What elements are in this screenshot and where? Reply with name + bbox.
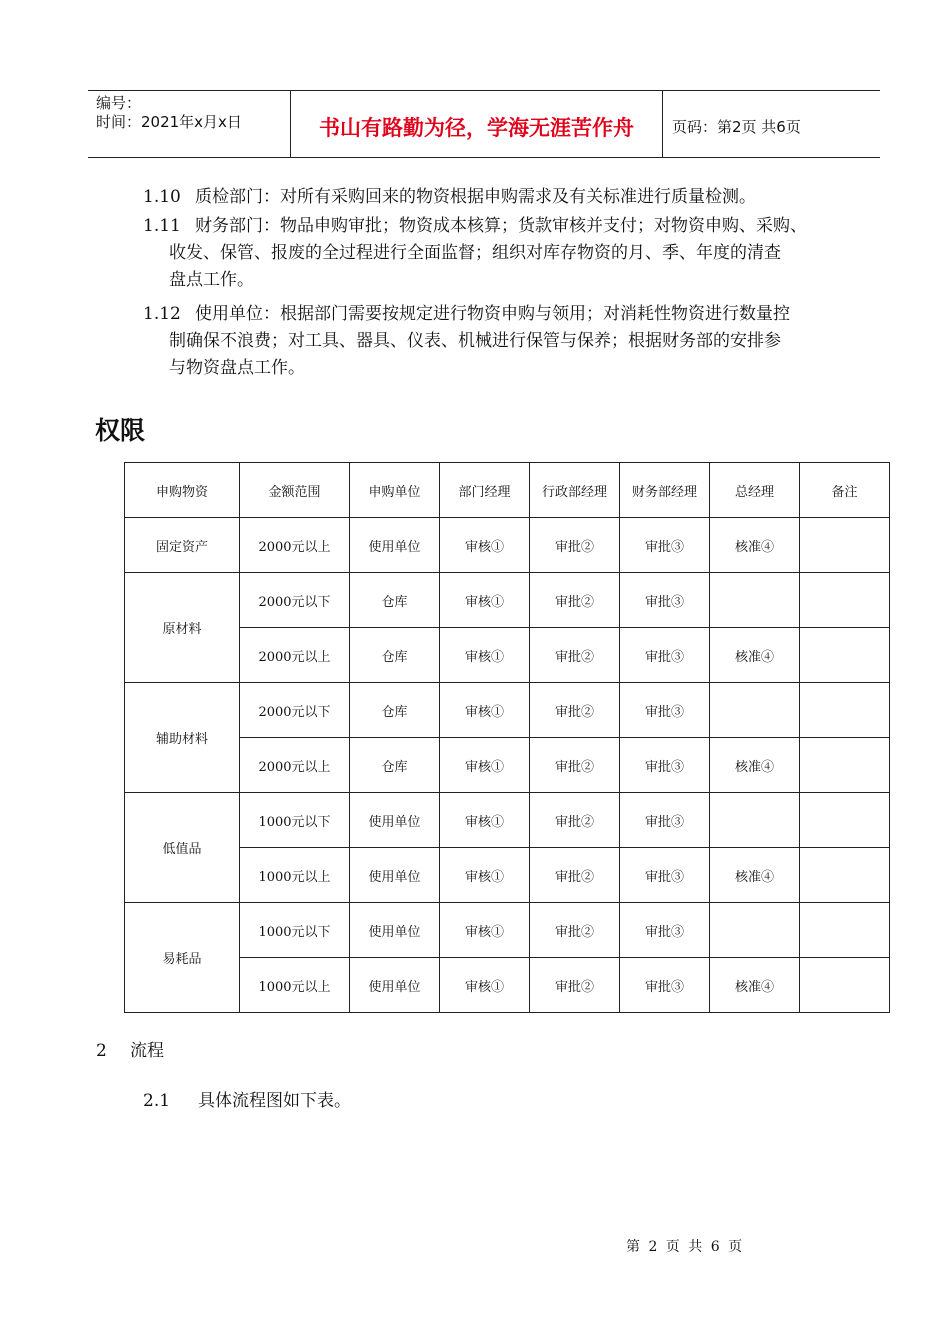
header-top-rule	[88, 90, 880, 91]
table-cell: 审批③	[620, 683, 710, 738]
table-cell: 审批③	[620, 628, 710, 683]
table-cell: 使用单位	[350, 793, 440, 848]
table-cell: 审核①	[440, 518, 530, 573]
table-cell	[800, 793, 890, 848]
table-cell: 核准④	[710, 958, 800, 1013]
section-title: 权限	[95, 416, 146, 445]
table-header-cell: 金额范围	[240, 463, 350, 518]
table-cell: 核准④	[710, 738, 800, 793]
table-header-cell: 财务部经理	[620, 463, 710, 518]
header-date-label: 时间：2021年x月x日	[96, 113, 242, 131]
table-cell: 仓库	[350, 628, 440, 683]
flow-section-title	[96, 1036, 164, 1061]
table-cell: 使用单位	[350, 958, 440, 1013]
paragraph-line: 盘点工作。	[169, 270, 254, 290]
table-cell: 使用单位	[350, 903, 440, 958]
table-cell: 审批③	[620, 958, 710, 1013]
category-cell: 辅助材料	[125, 683, 240, 793]
table-cell: 审批②	[530, 793, 620, 848]
table-row	[125, 958, 890, 1013]
table-cell: 审核①	[440, 793, 530, 848]
table-cell: 1000元以下	[240, 793, 350, 848]
paragraph-line: 收发、保管、报废的全过程进行全面监督；组织对库存物资的月、季、年度的清查	[169, 243, 781, 263]
category-cell: 固定资产	[125, 518, 240, 573]
table-cell: 2000元以上	[240, 628, 350, 683]
table-cell: 使用单位	[350, 848, 440, 903]
flow-subsection-number: 2.1	[143, 1091, 171, 1111]
header-motto: 书山有路勤为径，学海无涯苦作舟	[319, 116, 634, 140]
table-header-row	[125, 463, 890, 518]
table-row	[125, 903, 890, 958]
table-cell	[800, 518, 890, 573]
table-cell: 使用单位	[350, 518, 440, 573]
category-cell: 低值品	[125, 793, 240, 903]
flow-subsection-text: 具体流程图如下表。	[198, 1091, 351, 1111]
paragraph-text: 质检部门：对所有采购回来的物资根据申购需求及有关标准进行质量检测。	[195, 187, 756, 207]
table-cell: 审批③	[620, 738, 710, 793]
table-cell: 审核①	[440, 683, 530, 738]
paragraph-line: 与物资盘点工作。	[169, 358, 305, 378]
table-cell: 审核①	[440, 738, 530, 793]
header-number-label: 编号：	[96, 94, 142, 112]
page-footer: 第 2 页 共 6 页	[626, 1239, 743, 1255]
table-row	[125, 793, 890, 848]
category-cell: 原材料	[125, 573, 240, 683]
table-cell: 2000元以下	[240, 683, 350, 738]
table-header-cell: 申购单位	[350, 463, 440, 518]
paragraph-1-12	[143, 301, 873, 382]
table-cell: 2000元以上	[240, 518, 350, 573]
table-cell: 审批②	[530, 628, 620, 683]
table-header-cell: 行政部经理	[530, 463, 620, 518]
table-cell: 审批③	[620, 793, 710, 848]
table-row	[125, 628, 890, 683]
table-cell	[800, 573, 890, 628]
table-row	[125, 683, 890, 738]
table-cell	[800, 848, 890, 903]
paragraph-1-10	[143, 184, 873, 211]
table-cell: 1000元以上	[240, 958, 350, 1013]
table-cell: 审批②	[530, 903, 620, 958]
table-cell: 1000元以下	[240, 903, 350, 958]
table-row	[125, 848, 890, 903]
paragraph-number: 1.10	[143, 187, 181, 207]
table-cell: 审核①	[440, 958, 530, 1013]
flow-section-number: 2	[96, 1041, 107, 1061]
paragraph-text: 使用单位：根据部门需要按规定进行物资申购与领用；对消耗性物资进行数量控	[195, 304, 790, 324]
paragraph-line	[143, 213, 873, 240]
table-cell: 审批②	[530, 518, 620, 573]
table-cell: 审核①	[440, 848, 530, 903]
header-page-info: 页码：第2页 共6页	[672, 118, 801, 136]
table-cell	[800, 958, 890, 1013]
paragraph-line	[143, 184, 873, 211]
table-cell: 审核①	[440, 903, 530, 958]
table-row	[125, 518, 890, 573]
header-meta	[96, 94, 242, 132]
table-cell: 核准④	[710, 518, 800, 573]
table-row	[125, 573, 890, 628]
table-cell	[800, 738, 890, 793]
flow-subsection	[143, 1086, 351, 1111]
table-cell	[800, 903, 890, 958]
flow-section-text: 流程	[130, 1041, 164, 1061]
table-cell: 审批③	[620, 848, 710, 903]
table-cell: 1000元以上	[240, 848, 350, 903]
paragraph-number: 1.12	[143, 304, 181, 324]
table-cell: 仓库	[350, 738, 440, 793]
paragraph-number: 1.11	[143, 216, 181, 236]
table-cell: 审批②	[530, 848, 620, 903]
table-cell: 审核①	[440, 573, 530, 628]
category-cell: 易耗品	[125, 903, 240, 1013]
table-cell: 审批②	[530, 958, 620, 1013]
table-cell	[710, 793, 800, 848]
paragraph-text: 财务部门：物品申购审批；物资成本核算；货款审核并支付；对物资申购、采购、	[195, 216, 807, 236]
table-cell: 2000元以上	[240, 738, 350, 793]
authority-table	[124, 462, 890, 1013]
table-cell: 审批③	[620, 903, 710, 958]
table-cell	[710, 903, 800, 958]
table-cell: 审批③	[620, 518, 710, 573]
table-cell: 核准④	[710, 628, 800, 683]
table-cell: 审批③	[620, 573, 710, 628]
table-row	[125, 738, 890, 793]
table-cell: 仓库	[350, 683, 440, 738]
table-cell: 审核①	[440, 628, 530, 683]
paragraph-1-11	[143, 213, 873, 294]
table-cell: 核准④	[710, 848, 800, 903]
table-cell: 审批②	[530, 683, 620, 738]
table-cell: 审批②	[530, 573, 620, 628]
table-header-cell: 备注	[800, 463, 890, 518]
table-cell: 审批②	[530, 738, 620, 793]
table-header-cell: 总经理	[710, 463, 800, 518]
paragraph-line: 制确保不浪费；对工具、器具、仪表、机械进行保管与保养；根据财务部的安排参	[169, 331, 781, 351]
table-cell	[710, 573, 800, 628]
header-bottom-rule	[88, 157, 880, 158]
table-cell: 2000元以下	[240, 573, 350, 628]
table-header-cell: 部门经理	[440, 463, 530, 518]
table-cell	[710, 683, 800, 738]
paragraph-line	[143, 301, 873, 328]
table-cell	[800, 683, 890, 738]
table-cell: 仓库	[350, 573, 440, 628]
table-cell	[800, 628, 890, 683]
table-header-cell: 申购物资	[125, 463, 240, 518]
header-divider-right	[662, 91, 663, 157]
